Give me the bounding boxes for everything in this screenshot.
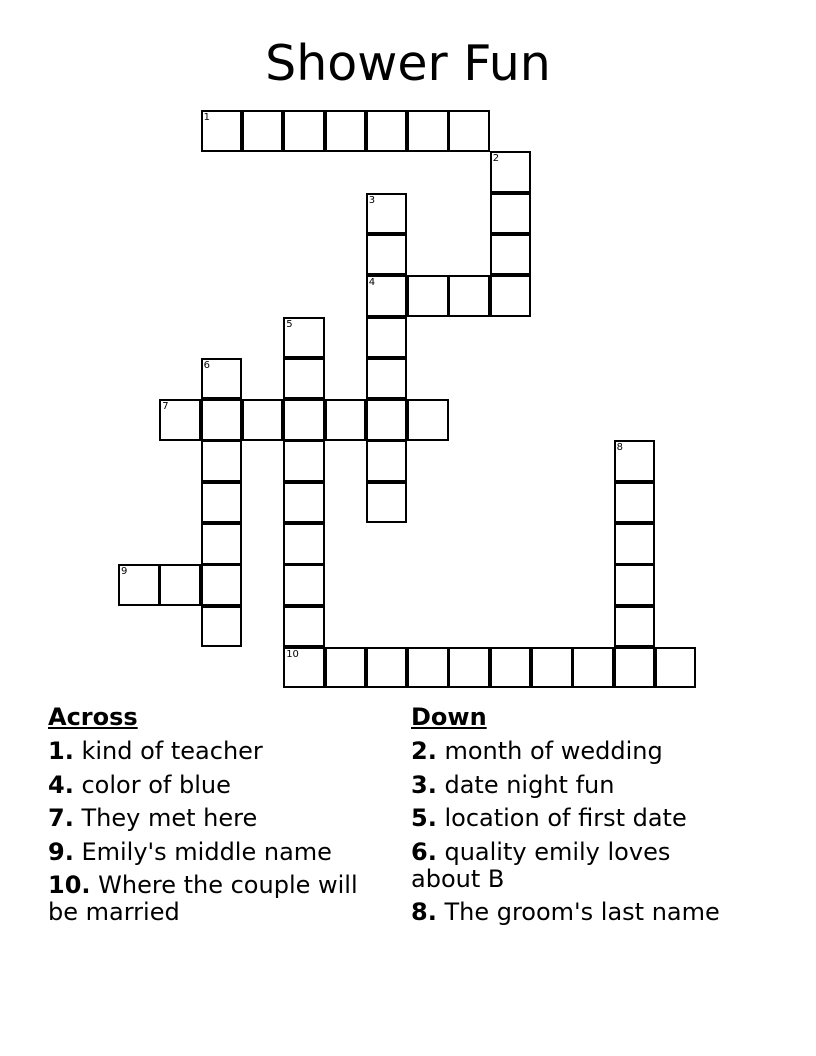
grid-cell[interactable]: [283, 317, 325, 359]
grid-cell[interactable]: [490, 193, 532, 235]
clue-across: [48, 872, 393, 926]
puzzle-title: Shower Fun: [265, 35, 551, 92]
grid-cell[interactable]: [614, 523, 656, 565]
clue-number-label: 7: [162, 401, 169, 413]
grid-cell[interactable]: [283, 647, 325, 689]
grid-cell[interactable]: [407, 275, 449, 317]
grid-cell[interactable]: [448, 647, 490, 689]
grid-cell[interactable]: [201, 606, 243, 648]
down-heading: Down: [411, 703, 487, 731]
clue-down: [411, 839, 741, 893]
clue-number: 6.: [411, 837, 437, 866]
across-heading: Across: [48, 703, 138, 731]
grid-cell[interactable]: [490, 234, 532, 276]
clue-text: date night fun: [444, 770, 615, 799]
grid-cell[interactable]: [283, 110, 325, 152]
clue-number-label: 9: [121, 566, 128, 578]
clue-number: 5.: [411, 804, 437, 832]
grid-cell[interactable]: [283, 440, 325, 482]
clue-across: [48, 839, 393, 866]
clue-text: month of wedding: [444, 737, 663, 765]
clue-text: location of first date: [444, 804, 687, 832]
grid-cell[interactable]: [283, 399, 325, 441]
grid-cell[interactable]: [325, 399, 367, 441]
grid-cell[interactable]: [283, 564, 325, 606]
clue-number: 9.: [48, 837, 74, 866]
grid-cell[interactable]: [448, 110, 490, 152]
grid-cell[interactable]: [572, 647, 614, 689]
clue-across: [48, 805, 393, 832]
grid-cell[interactable]: [366, 110, 408, 152]
grid-cell[interactable]: [118, 564, 160, 606]
grid-cell[interactable]: [407, 110, 449, 152]
grid-cell[interactable]: [366, 317, 408, 359]
grid-cell[interactable]: [283, 482, 325, 524]
clue-across: [48, 738, 393, 765]
clue-number: 4.: [48, 770, 74, 799]
clue-down: [411, 772, 741, 799]
clue-down: [411, 738, 741, 765]
clue-across: [48, 772, 393, 799]
clue-text: The groom's last name: [444, 898, 720, 926]
grid-cell[interactable]: [201, 399, 243, 441]
clue-number-label: 8: [616, 442, 623, 454]
grid-cell[interactable]: [159, 564, 201, 606]
clue-number: 1.: [48, 737, 74, 765]
grid-cell[interactable]: [201, 482, 243, 524]
clue-number: 7.: [48, 804, 74, 832]
grid-cell[interactable]: [366, 482, 408, 524]
clue-number: 3.: [411, 770, 437, 799]
clue-number-label: 3: [368, 194, 376, 206]
clue-number-label: 10: [286, 648, 299, 660]
clue-number: 2.: [411, 737, 437, 765]
clue-text: color of blue: [81, 770, 231, 799]
clue-text: quality emily loves about B: [411, 837, 671, 893]
grid-cell[interactable]: [366, 647, 408, 689]
clue-number: 8.: [411, 898, 437, 926]
grid-cell[interactable]: [614, 440, 656, 482]
grid-cell[interactable]: [407, 399, 449, 441]
grid-cell[interactable]: [614, 606, 656, 648]
clue-text: Where the couple will be married: [48, 871, 358, 926]
clue-number-label: 6: [203, 359, 210, 371]
grid-cell[interactable]: [448, 275, 490, 317]
grid-cell[interactable]: [614, 564, 656, 606]
grid-cell[interactable]: [159, 399, 201, 441]
grid-cell[interactable]: [325, 110, 367, 152]
clue-text: kind of teacher: [81, 737, 263, 765]
grid-cell[interactable]: [407, 647, 449, 689]
grid-cell[interactable]: [366, 193, 408, 235]
grid-cell[interactable]: [531, 647, 573, 689]
grid-cell[interactable]: [201, 440, 243, 482]
clue-text: Emily's middle name: [81, 837, 332, 866]
clue-text: They met here: [81, 804, 258, 832]
clue-number: 10.: [48, 871, 91, 899]
grid-cell[interactable]: [325, 647, 367, 689]
grid-cell[interactable]: [283, 606, 325, 648]
grid-cell[interactable]: [201, 110, 243, 152]
grid-cell[interactable]: [490, 647, 532, 689]
clue-down: [411, 805, 741, 832]
clue-number-label: 4: [368, 277, 376, 289]
grid-cell[interactable]: [614, 482, 656, 524]
grid-cell[interactable]: [366, 358, 408, 400]
grid-cell[interactable]: [242, 110, 284, 152]
grid-cell[interactable]: [490, 151, 532, 193]
grid-cell[interactable]: [201, 564, 243, 606]
grid-cell[interactable]: [366, 399, 408, 441]
grid-cell[interactable]: [614, 647, 656, 689]
grid-cell[interactable]: [201, 358, 243, 400]
across-clues: [48, 704, 393, 933]
down-clues: [411, 704, 741, 933]
clue-number-label: 2: [492, 153, 500, 165]
grid-cell[interactable]: [201, 523, 243, 565]
grid-cell[interactable]: [283, 358, 325, 400]
grid-cell[interactable]: [366, 275, 408, 317]
clue-down: [411, 899, 741, 926]
grid-cell[interactable]: [655, 647, 697, 689]
clue-number-label: 1: [203, 112, 210, 123]
grid-cell[interactable]: [283, 523, 325, 565]
clue-number-label: 5: [286, 318, 293, 330]
grid-cell[interactable]: [366, 234, 408, 276]
grid-cell[interactable]: [490, 275, 532, 317]
grid-cell[interactable]: [242, 399, 284, 441]
grid-cell[interactable]: [366, 440, 408, 482]
